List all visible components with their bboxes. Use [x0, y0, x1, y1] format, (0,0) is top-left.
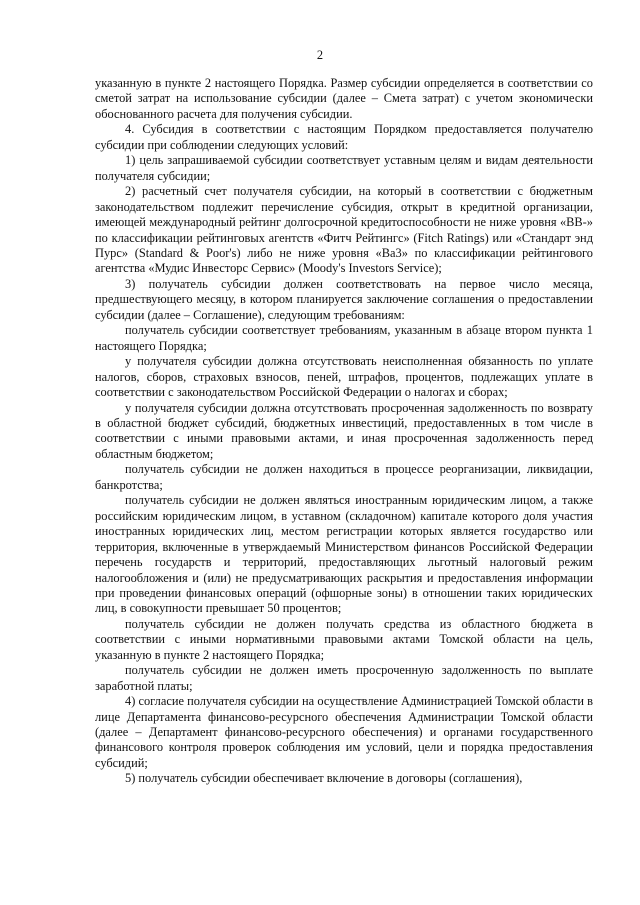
- page-number: 2: [316, 48, 324, 62]
- paragraph-requirement: получатель субсидии соответствует требованиям, указанным в абзаце втором пункта 1 настоящего Порядка;: [95, 323, 593, 353]
- paragraph-condition-4: 4) согласие получателя субсидии на осуществление Администрацией Томской области в лице Департамента финансово-ресурсного обеспечения Администрации Томской области (далее – Департамент финансово-ресурсного обеспечения) и органами государственного финансового контроля проверок соблюдения им условий, цели и порядка предоставления субсидий;: [95, 694, 593, 770]
- paragraph-continuation: указанную в пункте 2 настоящего Порядка. Размер субсидии определяется в соответствии со сметой затрат на использование субсидии (далее – Смета затрат) с учетом экономически обоснованного расчета для получения субсидии.: [95, 76, 593, 121]
- paragraph-requirement: получатель субсидии не должен иметь просроченную задолженность по выплате заработной платы;: [95, 663, 593, 693]
- paragraph-requirement: получатель субсидии не должен являться иностранным юридическим лицом, а также российским юридическим лицом, в уставном (складочном) капитале которого доля участия иностранных юридических лиц, местом регистрации которых является государство или территория, включенные в утверждаемый Министерством финансов Российской Федерации перечень государств и территорий, предоставляющих льготный налоговый режим налогообложения и (или) не предусматривающих раскрытия и предоставления информации при проведении финансовых операций (офшорные зоны) в отношении таких юридических лиц, в совокупности превышает 50 процентов;: [95, 493, 593, 616]
- paragraph-requirement: у получателя субсидии должна отсутствовать неисполненная обязанность по уплате налогов, сборов, страховых взносов, пеней, штрафов, процентов, подлежащих уплате в соответствии с законодательством Российской Федерации о налогах и сборах;: [95, 354, 593, 400]
- paragraph-requirement: получатель субсидии не должен находиться в процессе реорганизации, ликвидации, банкротства;: [95, 462, 593, 492]
- paragraph-item-4: 4. Субсидия в соответствии с настоящим Порядком предоставляется получателю субсидии при соблюдении следующих условий:: [95, 122, 593, 152]
- paragraph-condition-1: 1) цель запрашиваемой субсидии соответствует уставным целям и видам деятельности получателя субсидии;: [95, 153, 593, 183]
- paragraph-requirement: у получателя субсидии должна отсутствовать просроченная задолженность по возврату в областной бюджет субсидий, бюджетных инвестиций, предоставленных в том числе в соответствии с иными правовыми актами, и иная просроченная задолженность перед областным бюджетом;: [95, 400, 593, 461]
- paragraph-condition-3: 3) получатель субсидии должен соответствовать на первое число месяца, предшествующего месяцу, в котором планируется заключение соглашения о предоставлении субсидии (далее – Соглашение), следующим требованиям:: [95, 276, 593, 322]
- body-text: [95, 76, 593, 787]
- paragraph-condition-5: 5) получатель субсидии обеспечивает включение в договоры (соглашения),: [125, 771, 523, 786]
- paragraph-condition-2: 2) расчетный счет получателя субсидии, на который в соответствии с бюджетным законодательством подлежит перечисление субсидия, открыт в кредитной организации, имеющей международный рейтинг долгосрочной кредитоспособности не ниже уровня «BB-» по классификации рейтинговых агентств «Фитч Рейтингс» (Fitch Ratings) или «Стандарт энд Пурс» (Standard & Poor's) либо не ниже уровня «Ba3» по классификации рейтингового агентства «Мудис Инвесторс Сервис» (Moody's Investors Service);: [95, 184, 593, 276]
- paragraph-requirement: получатель субсидии не должен получать средства из областного бюджета в соответствии с иными нормативными правовыми актами Томской области на цель, указанную в пункте 2 настоящего Порядка;: [95, 616, 593, 662]
